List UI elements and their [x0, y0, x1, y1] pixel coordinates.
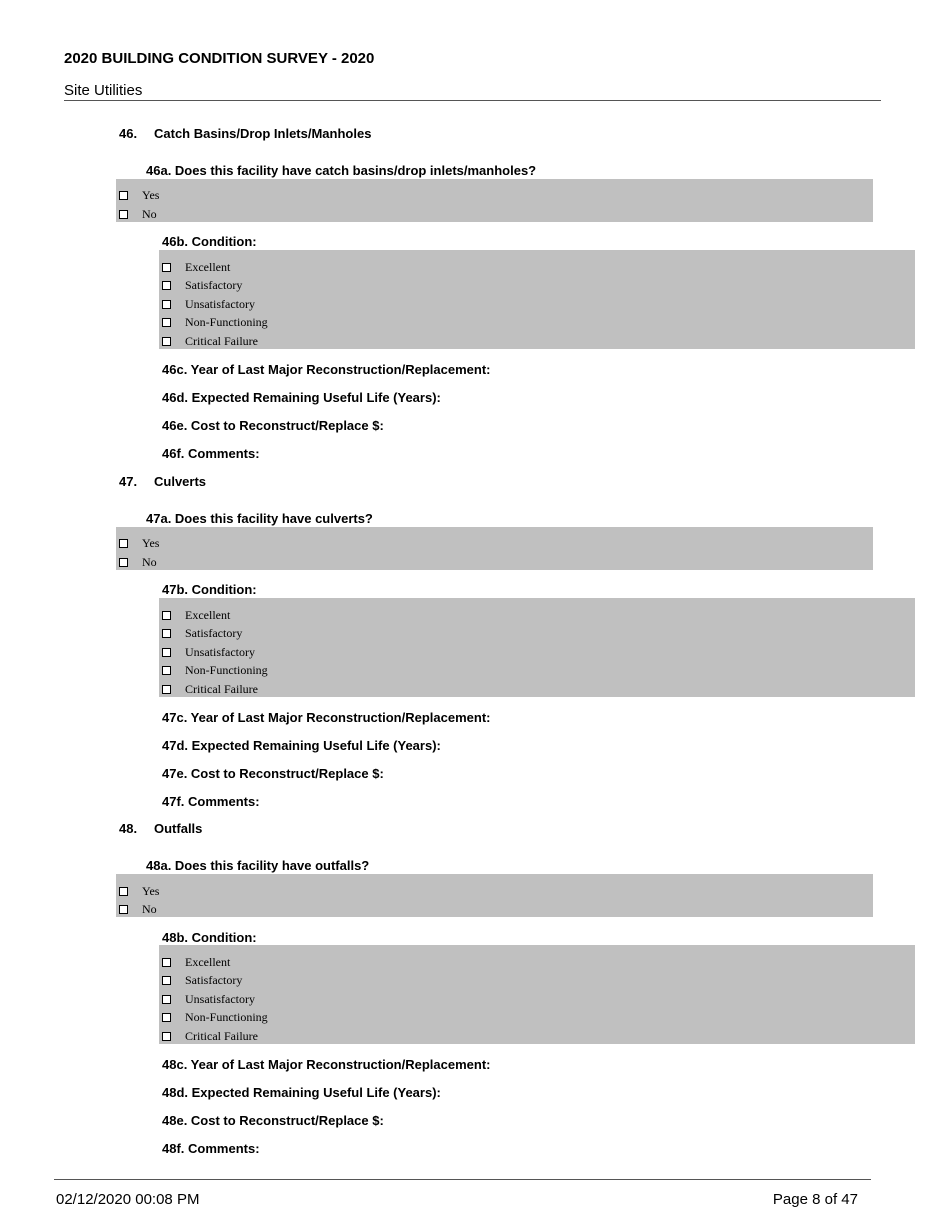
- option-non-functioning[interactable]: Non-Functioning: [162, 1008, 268, 1026]
- condition-options: [159, 598, 915, 697]
- checkbox[interactable]: [162, 1013, 171, 1022]
- question-title: Outfalls: [154, 821, 203, 836]
- question-number: 46.: [119, 126, 138, 141]
- option-yes[interactable]: Yes: [119, 882, 159, 900]
- option-unsatisfactory[interactable]: Unsatisfactory: [162, 643, 255, 661]
- checkbox[interactable]: [119, 887, 128, 896]
- header-divider: [64, 100, 881, 101]
- question-number: 48.: [119, 821, 138, 836]
- checkbox[interactable]: [162, 318, 171, 327]
- checkbox[interactable]: [162, 263, 171, 272]
- option-no[interactable]: No: [119, 205, 157, 223]
- checkbox[interactable]: [119, 210, 128, 219]
- option-yes[interactable]: Yes: [119, 186, 159, 204]
- checkbox[interactable]: [162, 976, 171, 985]
- option-satisfactory[interactable]: Satisfactory: [162, 624, 242, 642]
- checkbox[interactable]: [162, 629, 171, 638]
- document-title: 2020 BUILDING CONDITION SURVEY - 2020: [64, 50, 375, 67]
- option-critical-failure[interactable]: Critical Failure: [162, 332, 258, 350]
- option-non-functioning[interactable]: Non-Functioning: [162, 313, 268, 331]
- option-critical-failure[interactable]: Critical Failure: [162, 1027, 258, 1045]
- checkbox[interactable]: [162, 648, 171, 657]
- option-satisfactory[interactable]: Satisfactory: [162, 276, 242, 294]
- has-facility-options: [116, 179, 873, 222]
- question-title: Culverts: [154, 474, 207, 489]
- checkbox[interactable]: [119, 905, 128, 914]
- remaining-life-label: 48d. Expected Remaining Useful Life (Years):: [162, 1085, 441, 1100]
- checkbox[interactable]: [162, 995, 171, 1004]
- condition-options: [159, 945, 915, 1044]
- condition-label: 48b. Condition:: [162, 930, 257, 945]
- has-facility-options: [116, 874, 873, 917]
- cost-label: 47e. Cost to Reconstruct/Replace $:: [162, 766, 384, 781]
- option-unsatisfactory[interactable]: Unsatisfactory: [162, 295, 255, 313]
- has-facility-label: 48a. Does this facility have outfalls?: [146, 858, 370, 873]
- checkbox[interactable]: [162, 300, 171, 309]
- option-yes[interactable]: Yes: [119, 534, 159, 552]
- footer-timestamp: 02/12/2020 00:08 PM: [56, 1191, 200, 1208]
- option-critical-failure[interactable]: Critical Failure: [162, 680, 258, 698]
- checkbox[interactable]: [162, 666, 171, 675]
- option-excellent[interactable]: Excellent: [162, 953, 230, 971]
- condition-options: [159, 250, 915, 349]
- year-label: 48c. Year of Last Major Reconstruction/Replacement:: [162, 1057, 491, 1072]
- checkbox[interactable]: [162, 1032, 171, 1041]
- checkbox[interactable]: [162, 958, 171, 967]
- cost-label: 46e. Cost to Reconstruct/Replace $:: [162, 418, 384, 433]
- option-no[interactable]: No: [119, 553, 157, 571]
- option-excellent[interactable]: Excellent: [162, 258, 230, 276]
- has-facility-options: [116, 527, 873, 570]
- checkbox[interactable]: [162, 337, 171, 346]
- remaining-life-label: 46d. Expected Remaining Useful Life (Years):: [162, 390, 441, 405]
- question-title: Catch Basins/Drop Inlets/Manholes: [154, 126, 372, 141]
- has-facility-label: 46a. Does this facility have catch basins/drop inlets/manholes?: [146, 163, 537, 178]
- comments-label: 46f. Comments:: [162, 446, 260, 461]
- year-label: 47c. Year of Last Major Reconstruction/Replacement:: [162, 710, 491, 725]
- checkbox[interactable]: [162, 281, 171, 290]
- option-no[interactable]: No: [119, 900, 157, 918]
- comments-label: 47f. Comments:: [162, 794, 260, 809]
- checkbox[interactable]: [119, 539, 128, 548]
- condition-label: 47b. Condition:: [162, 582, 257, 597]
- option-unsatisfactory[interactable]: Unsatisfactory: [162, 990, 255, 1008]
- section-title: Site Utilities: [64, 82, 143, 99]
- option-satisfactory[interactable]: Satisfactory: [162, 971, 242, 989]
- option-excellent[interactable]: Excellent: [162, 606, 230, 624]
- comments-label: 48f. Comments:: [162, 1141, 260, 1156]
- checkbox[interactable]: [119, 191, 128, 200]
- checkbox[interactable]: [162, 611, 171, 620]
- question-number: 47.: [119, 474, 138, 489]
- condition-label: 46b. Condition:: [162, 234, 257, 249]
- checkbox[interactable]: [119, 558, 128, 567]
- option-non-functioning[interactable]: Non-Functioning: [162, 661, 268, 679]
- checkbox[interactable]: [162, 685, 171, 694]
- year-label: 46c. Year of Last Major Reconstruction/Replacement:: [162, 362, 491, 377]
- has-facility-label: 47a. Does this facility have culverts?: [146, 511, 373, 526]
- page-number: Page 8 of 47: [772, 1191, 858, 1208]
- cost-label: 48e. Cost to Reconstruct/Replace $:: [162, 1113, 384, 1128]
- remaining-life-label: 47d. Expected Remaining Useful Life (Years):: [162, 738, 441, 753]
- footer-divider: [54, 1179, 871, 1180]
